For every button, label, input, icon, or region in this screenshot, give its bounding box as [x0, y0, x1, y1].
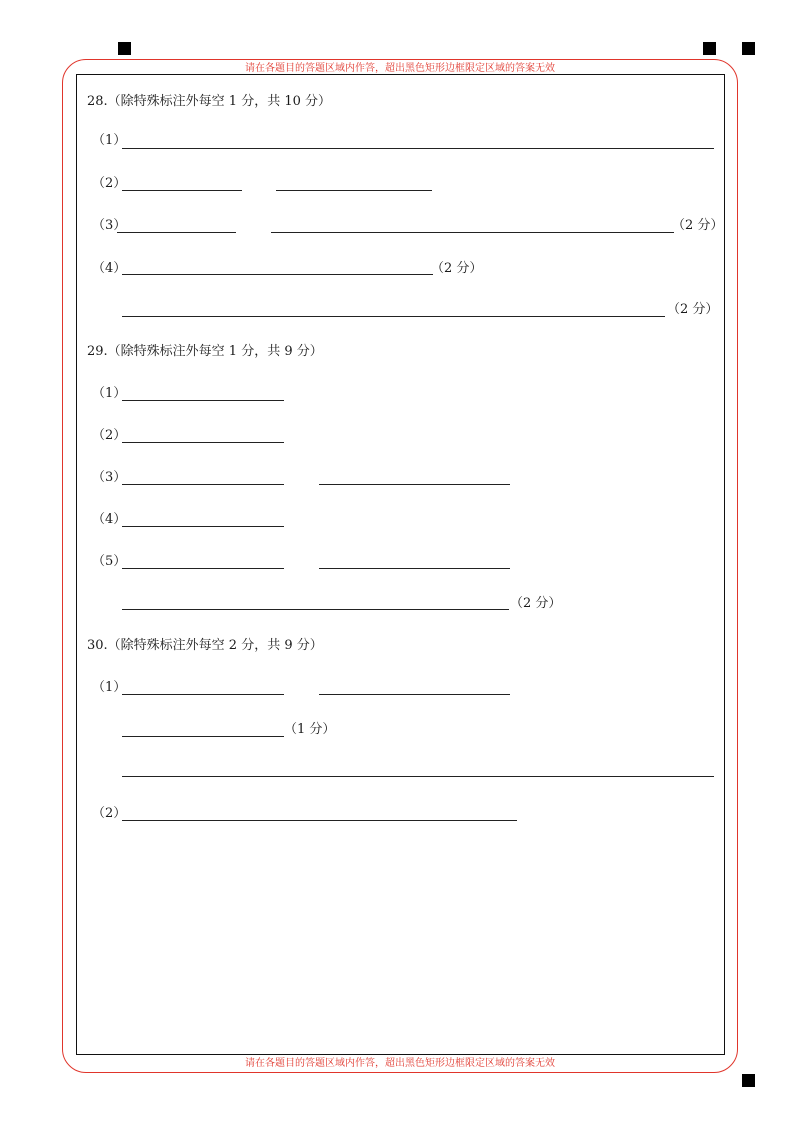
question-30-title: 30.（除特殊标注外每空 2 分，共 9 分）: [87, 638, 323, 653]
q29-label-2: （2）: [92, 428, 127, 443]
q29-5-answer-line-a[interactable]: [122, 568, 284, 569]
q28-2-answer-line-a[interactable]: [122, 190, 242, 191]
alignment-marker-top-left: [118, 42, 131, 55]
q29-2-answer-line[interactable]: [122, 442, 284, 443]
q28-4-score-a: （2 分）: [431, 261, 483, 276]
q28-3-score: （2 分）: [672, 218, 724, 233]
q29-label-3: （3）: [92, 470, 127, 485]
q29-label-1: （1）: [92, 386, 127, 401]
q28-3-answer-line-a[interactable]: [117, 232, 236, 233]
q29-5-score: （2 分）: [510, 596, 562, 611]
alignment-marker-bottom-right: [742, 1074, 755, 1087]
q29-1-answer-line[interactable]: [122, 400, 284, 401]
q28-4-answer-line-b[interactable]: [122, 316, 665, 317]
q30-1-answer-line-b[interactable]: [319, 694, 510, 695]
q29-5-answer-line-b[interactable]: [319, 568, 510, 569]
alignment-marker-top-right-2: [742, 42, 755, 55]
q30-1-score: （1 分）: [284, 722, 336, 737]
alignment-marker-top-right-1: [703, 42, 716, 55]
answer-box: [76, 74, 725, 1055]
q29-4-answer-line[interactable]: [122, 526, 284, 527]
warning-top: 请在各题目的答题区域内作答，超出黑色矩形边框限定区域的答案无效: [245, 63, 555, 74]
warning-bottom: 请在各题目的答题区域内作答，超出黑色矩形边框限定区域的答案无效: [245, 1058, 555, 1069]
q28-3-answer-line-b[interactable]: [271, 232, 674, 233]
q28-label-3: （3）: [92, 218, 127, 233]
q28-label-2: （2）: [92, 176, 127, 191]
q29-3-answer-line-a[interactable]: [122, 484, 284, 485]
q29-5-answer-line-c[interactable]: [122, 609, 509, 610]
question-28-title: 28.（除特殊标注外每空 1 分，共 10 分）: [87, 94, 332, 109]
q30-1-answer-line-d[interactable]: [122, 776, 714, 777]
q30-1-answer-line-c[interactable]: [122, 736, 284, 737]
q28-2-answer-line-b[interactable]: [276, 190, 432, 191]
question-29-title: 29.（除特殊标注外每空 1 分，共 9 分）: [87, 344, 323, 359]
q29-3-answer-line-b[interactable]: [319, 484, 510, 485]
q28-4-answer-line-a[interactable]: [122, 274, 433, 275]
q30-label-1: （1）: [92, 680, 127, 695]
q28-label-4: （4）: [92, 261, 127, 276]
q30-label-2: （2）: [92, 806, 127, 821]
q30-2-answer-line[interactable]: [122, 820, 517, 821]
q30-1-answer-line-a[interactable]: [122, 694, 284, 695]
q28-label-1: （1）: [92, 133, 127, 148]
q28-1-answer-line[interactable]: [122, 148, 714, 149]
q28-4-score-b: （2 分）: [667, 302, 719, 317]
q29-label-5: （5）: [92, 554, 127, 569]
q29-label-4: （4）: [92, 512, 127, 527]
